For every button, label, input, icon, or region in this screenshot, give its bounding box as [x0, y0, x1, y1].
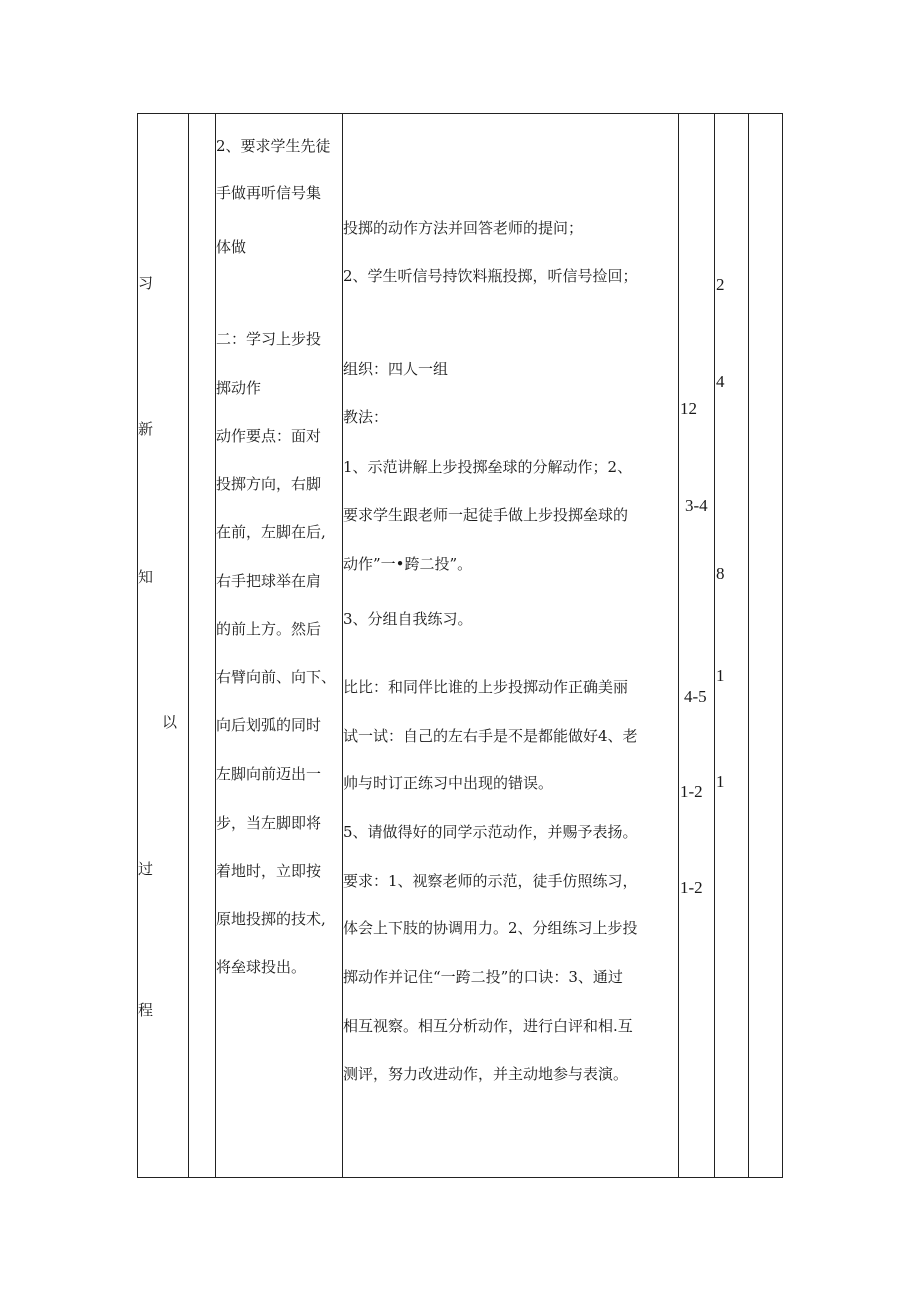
method-line: 帅与时订正练习中出现的错误。 — [343, 774, 554, 792]
method-line: 5、请做得好的同学示范动作，并赐予表扬。 — [343, 823, 638, 841]
content-line: 将垒球投出。 — [216, 958, 307, 976]
column-divider-4 — [678, 114, 679, 1177]
method-line: 测评，努力改进动作，并主动地参与表演。 — [343, 1065, 629, 1083]
time-value: 3-4 — [685, 496, 708, 515]
lesson-plan-table — [137, 113, 783, 1178]
method-line: 相互视察。相互分析动作，进行白评和相.互 — [343, 1017, 633, 1035]
section-title-char: 以 — [162, 713, 178, 731]
content-line: 右手把球举在肩 — [216, 572, 322, 590]
method-line: 1、示范讲解上步投掷垒球的分解动作；2、 — [343, 458, 633, 476]
section-title-char: 程 — [138, 1001, 154, 1019]
method-line: 比比：和同伴比谁的上步投掷动作正确美丽 — [343, 678, 629, 696]
content-line: 动作要点：面对 — [216, 427, 322, 445]
content-line: 2、要求学生先徒 — [216, 137, 331, 155]
content-line: 步，当左脚即将 — [216, 814, 322, 832]
count-value: 2 — [716, 275, 725, 294]
time-value: 1-2 — [680, 782, 703, 801]
content-line: 掷动作 — [216, 379, 262, 397]
column-divider-2 — [215, 114, 216, 1177]
count-value: 1 — [716, 772, 725, 791]
time-value: 12 — [680, 399, 697, 418]
method-line: 体会上下肢的协调用力。2、分组练习上步投 — [343, 919, 638, 937]
method-line: 教法： — [343, 408, 389, 426]
count-value: 8 — [716, 564, 725, 583]
content-line: 左脚向前迈出一 — [216, 765, 322, 783]
count-value: 4 — [716, 372, 725, 391]
time-value: 4-5 — [684, 687, 707, 706]
content-line: 二：学习上步投 — [216, 330, 322, 348]
section-title-char: 知 — [138, 568, 154, 586]
content-line: 在前，左脚在后, — [216, 523, 326, 541]
section-title-char: 过 — [138, 860, 154, 878]
method-line: 掷动作并记住“一跨二投”的口诀：3、通过 — [343, 968, 623, 986]
column-divider-6 — [748, 114, 749, 1177]
section-title-char: 习 — [138, 274, 154, 292]
content-line: 原地投掷的技术, — [216, 910, 326, 928]
method-line: 要求学生跟老师一起徒手做上步投掷垒球的 — [343, 506, 629, 524]
content-line: 的前上方。然后 — [216, 620, 322, 638]
content-line: 向后划弧的同时 — [216, 716, 322, 734]
content-line: 着地时，立即按 — [216, 862, 322, 880]
method-line: 投掷的动作方法并回答老师的提问； — [343, 219, 584, 237]
content-line: 体做 — [216, 238, 247, 256]
method-line: 组织：四人一组 — [343, 360, 449, 378]
method-line: 2、学生听信号持饮料瓶投掷，听信号捡回； — [343, 267, 638, 285]
section-title-char: 新 — [138, 420, 154, 438]
content-line: 右臂向前、向下、 — [216, 668, 337, 686]
method-line: 试一试：自己的左右手是不是都能做好4、老 — [343, 727, 638, 745]
method-line: 要求：1、视察老师的示范，徒手仿照练习， — [343, 872, 638, 890]
count-value: 1 — [716, 666, 725, 685]
content-line: 投掷方向，右脚 — [216, 475, 322, 493]
method-line: 3、分组自我练习。 — [343, 610, 473, 628]
method-line: 动作”一•跨二投”。 — [343, 555, 473, 573]
column-divider-1 — [188, 114, 189, 1177]
column-divider-5 — [714, 114, 715, 1177]
content-line: 手做再听信号集 — [216, 184, 322, 202]
time-value: 1-2 — [680, 878, 703, 897]
